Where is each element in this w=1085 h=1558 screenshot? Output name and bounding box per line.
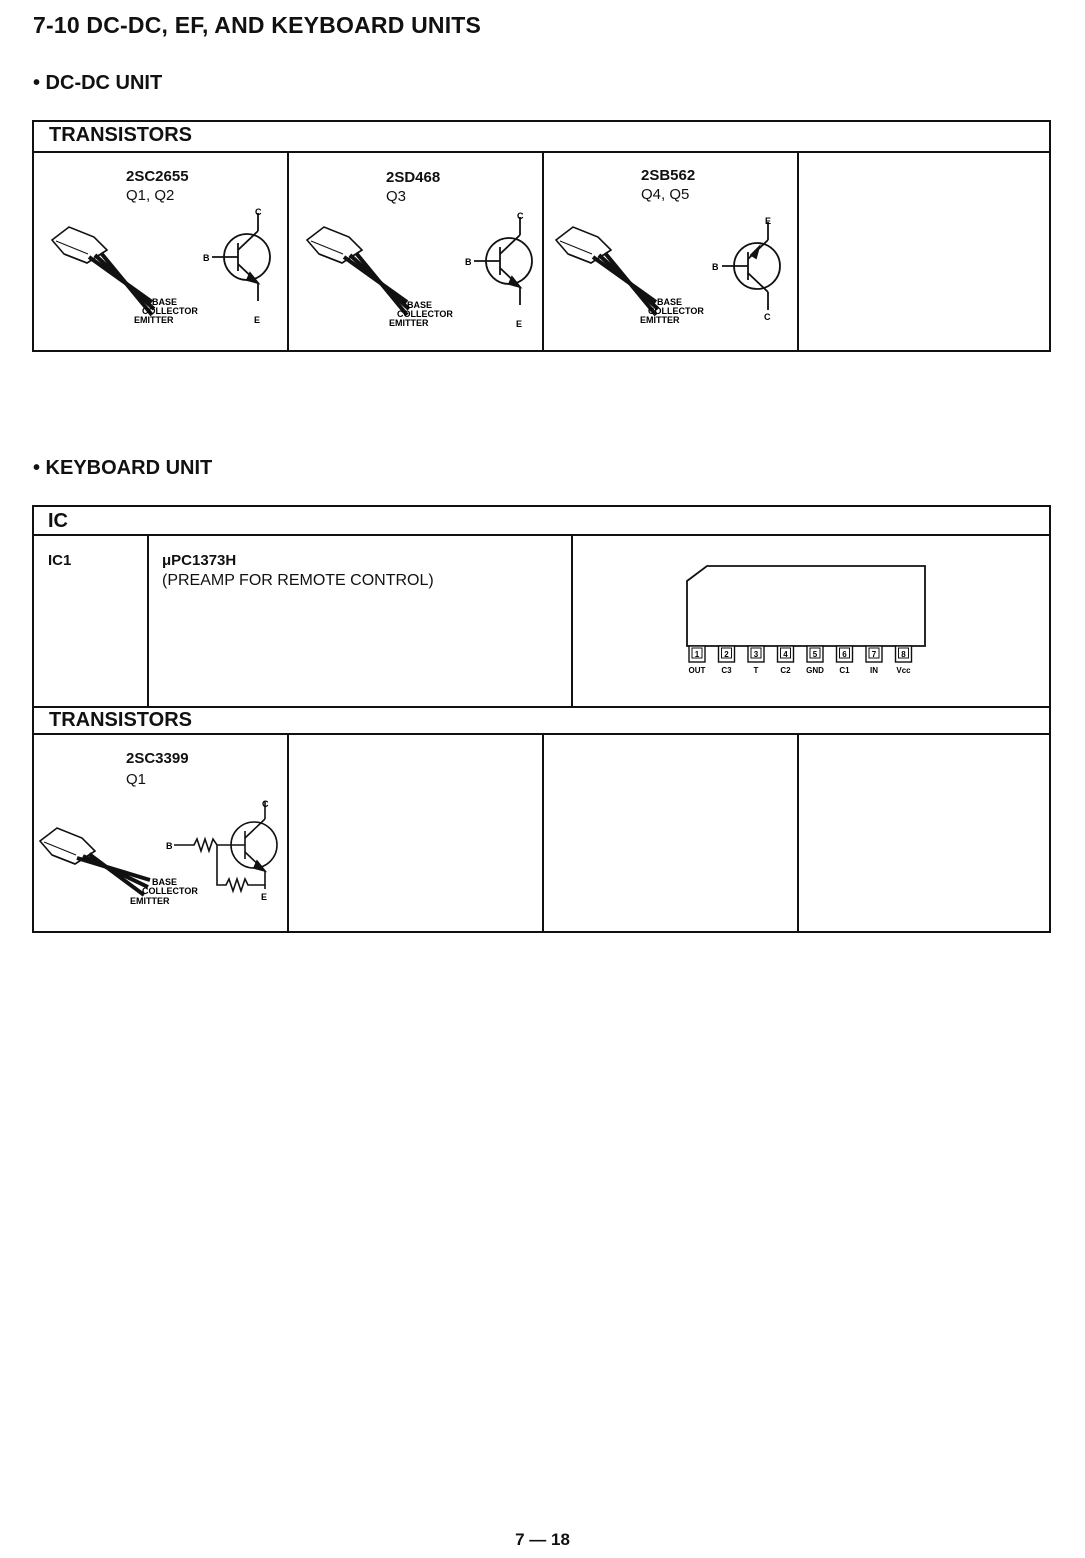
transistor-package-icon xyxy=(307,227,409,315)
svg-text:C: C xyxy=(255,207,262,217)
svg-text:COLLECTOR: COLLECTOR xyxy=(648,306,704,316)
pnp-symbol-icon xyxy=(722,222,780,310)
collector-label: COLLECTOR xyxy=(142,306,198,316)
keyboard-table xyxy=(32,505,1051,933)
svg-text:E: E xyxy=(516,319,523,329)
ic-ref: IC1 xyxy=(48,552,72,569)
emitter-label: EMITTER xyxy=(134,315,174,325)
ic-pin-label: Vcc xyxy=(896,666,911,675)
base-label: BASE xyxy=(152,297,178,307)
dcdc-transistor-table xyxy=(32,120,1051,352)
part-number: 2SD468 xyxy=(386,169,441,186)
ic-ref-cell xyxy=(34,536,149,706)
ic-pin-number: 1 xyxy=(694,650,700,659)
ic-pin-number: 3 xyxy=(753,650,759,659)
part-number: 2SC2655 xyxy=(126,168,189,185)
transistor-diagram xyxy=(544,153,797,352)
part-number: 2SB562 xyxy=(641,167,696,184)
svg-text:BASE: BASE xyxy=(407,300,433,310)
transistor-package-icon xyxy=(556,227,658,315)
ic-pin-number: 5 xyxy=(812,650,818,659)
ic-pin-label: C1 xyxy=(839,666,850,675)
page-title: 7-10 DC-DC, EF, AND KEYBOARD UNITS xyxy=(33,12,482,38)
ic-pin-label: IN xyxy=(870,666,878,675)
ic-pin-label: GND xyxy=(806,666,824,675)
svg-text:C: C xyxy=(262,799,269,809)
svg-text:COLLECTOR: COLLECTOR xyxy=(142,886,198,896)
ic-table-title: IC xyxy=(48,510,68,532)
ic-desc-cell xyxy=(147,536,573,706)
transistor-diagram xyxy=(34,153,287,352)
transistor-package-icon xyxy=(52,227,154,315)
npn-symbol-icon xyxy=(474,217,532,305)
part-number: 2SC3399 xyxy=(126,750,189,767)
svg-text:B: B xyxy=(712,262,719,272)
svg-text:COLLECTOR: COLLECTOR xyxy=(397,309,453,319)
ic-pin-label: C2 xyxy=(780,666,791,675)
transistor-cell-1 xyxy=(34,735,289,931)
transistor-cell-empty xyxy=(799,735,1049,931)
svg-text:BASE: BASE xyxy=(657,297,683,307)
svg-text:E: E xyxy=(261,892,268,902)
svg-text:EMITTER: EMITTER xyxy=(640,315,680,325)
svg-text:E: E xyxy=(254,315,261,325)
svg-text:B: B xyxy=(166,841,173,851)
ic-pin-number: 7 xyxy=(871,650,877,659)
ic-diagram-cell xyxy=(571,536,1049,706)
transistor-cell-1 xyxy=(34,153,289,350)
npn-symbol-icon xyxy=(212,213,270,301)
svg-text:E: E xyxy=(765,216,772,226)
svg-text:EMITTER: EMITTER xyxy=(389,318,429,328)
ref-designator: Q3 xyxy=(386,188,407,205)
transistor-cell-2 xyxy=(289,153,544,350)
svg-text:C: C xyxy=(517,211,524,221)
keyboard-heading: • KEYBOARD UNIT xyxy=(33,457,213,479)
dcdc-heading: • DC-DC UNIT xyxy=(33,72,163,94)
svg-text:BASE: BASE xyxy=(152,877,178,887)
ic-pin-number: 8 xyxy=(901,650,906,659)
transistor-package-icon xyxy=(40,828,150,895)
transistor-diagram xyxy=(34,735,287,931)
transistor-diagram xyxy=(289,153,542,352)
keyboard-transistor-title: TRANSISTORS xyxy=(49,709,192,731)
dcdc-table-title: TRANSISTORS xyxy=(49,124,192,146)
svg-text:C: C xyxy=(764,312,771,322)
svg-text:B: B xyxy=(465,257,472,267)
transistor-cell-empty xyxy=(544,735,799,931)
ic-pin-number: 4 xyxy=(783,650,788,659)
ic-pin-number: 6 xyxy=(842,650,847,659)
transistor-cell-3 xyxy=(544,153,799,350)
ic-pin-number: 2 xyxy=(724,650,729,659)
transistor-cell-empty xyxy=(799,153,1049,350)
ref-designator: Q4, Q5 xyxy=(641,186,690,203)
svg-text:EMITTER: EMITTER xyxy=(130,896,170,906)
ic-package-diagram xyxy=(571,536,1049,706)
transistor-cell-empty xyxy=(289,735,544,931)
page-number: 7 — 18 xyxy=(515,1530,570,1549)
ic-body-icon xyxy=(687,566,925,646)
ic-pin-label: T xyxy=(753,666,759,675)
ref-designator: Q1, Q2 xyxy=(126,187,175,204)
svg-text:B: B xyxy=(203,253,210,263)
ic-part-number: μPC1373H xyxy=(162,552,237,569)
ic-pin-label: C3 xyxy=(721,666,732,675)
ic-pin-label: OUT xyxy=(688,666,706,675)
ic-description: (PREAMP FOR REMOTE CONTROL) xyxy=(162,572,434,589)
ref-designator: Q1 xyxy=(126,771,147,788)
npn-resistor-symbol-icon xyxy=(174,801,277,891)
